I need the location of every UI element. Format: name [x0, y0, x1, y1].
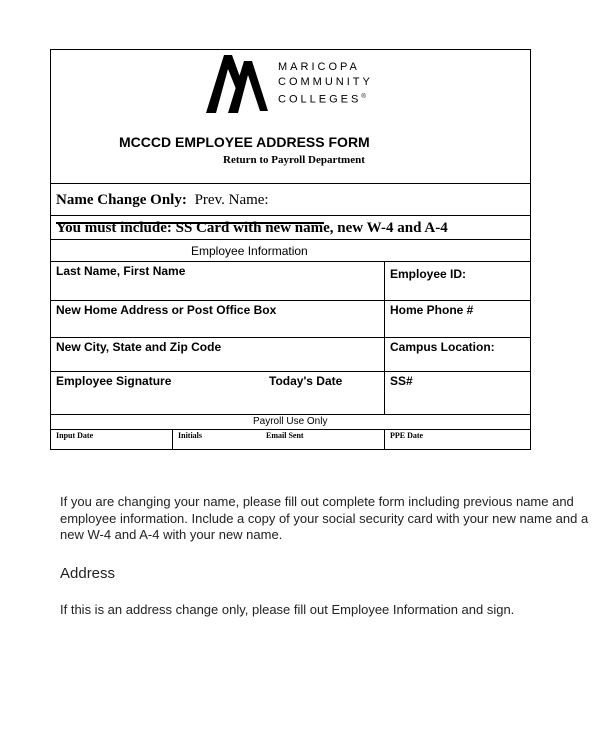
- logo-line-3: COLLEGES®: [278, 93, 366, 106]
- divider: [51, 183, 530, 184]
- payroll-heading: Payroll Use Only: [253, 416, 328, 427]
- logo-line-2: COMMUNITY: [278, 76, 373, 88]
- column-divider: [384, 429, 385, 450]
- email-sent-cell[interactable]: Email Sent: [266, 431, 304, 440]
- employee-signature-field[interactable]: Employee Signature: [56, 374, 172, 388]
- divider: [51, 300, 530, 301]
- divider: [51, 239, 530, 240]
- address-heading: Address: [60, 565, 116, 582]
- divider: [51, 337, 530, 338]
- instructions-line-1: If you are changing your name, please fill out complete form including previous name and: [60, 494, 574, 509]
- must-include-note: You must include: SS Card with new name, new W-4 and A-4: [56, 220, 448, 236]
- employee-id-field[interactable]: Employee ID:: [390, 267, 467, 281]
- name-change-label: Name Change Only:: [56, 192, 187, 208]
- initials-cell[interactable]: Initials: [178, 431, 203, 440]
- instructions-line-2: employee information. Include a copy of your social security card with your new name and a: [60, 510, 589, 526]
- registered-mark: ®: [361, 94, 366, 100]
- employee-info-heading: Employee Information: [191, 244, 308, 258]
- divider: [51, 261, 530, 262]
- column-divider: [172, 429, 173, 450]
- campus-location-field[interactable]: Campus Location:: [390, 340, 495, 354]
- instructions-paragraph: [60, 494, 588, 544]
- form-subtitle: Return to Payroll Department: [223, 154, 365, 166]
- todays-date-field[interactable]: Today's Date: [269, 374, 343, 388]
- home-phone-field[interactable]: Home Phone #: [390, 303, 474, 317]
- ss-number-field[interactable]: SS#: [390, 374, 413, 388]
- address-instructions: If this is an address change only, please fill out Employee Information and sign.: [60, 602, 515, 617]
- maricopa-logo-icon: [206, 53, 272, 113]
- address-form: [50, 49, 531, 450]
- divider: [51, 429, 530, 430]
- prev-name-label: Prev. Name:: [194, 192, 269, 208]
- divider: [51, 371, 530, 372]
- logo-text: [278, 60, 373, 108]
- logo-line-1: MARICOPA: [278, 61, 360, 73]
- form-title: MCCCD EMPLOYEE ADDRESS FORM: [119, 134, 370, 150]
- last-first-name-field[interactable]: Last Name, First Name: [56, 264, 186, 278]
- input-date-cell[interactable]: Input Date: [56, 431, 94, 440]
- city-state-zip-field[interactable]: New City, State and Zip Code: [56, 340, 222, 354]
- divider: [51, 215, 530, 216]
- ppe-date-cell[interactable]: PPE Date: [390, 431, 424, 440]
- divider: [51, 414, 530, 415]
- instructions-line-3: new W-4 and A-4 with your new name.: [60, 527, 283, 542]
- home-address-field[interactable]: New Home Address or Post Office Box: [56, 303, 277, 317]
